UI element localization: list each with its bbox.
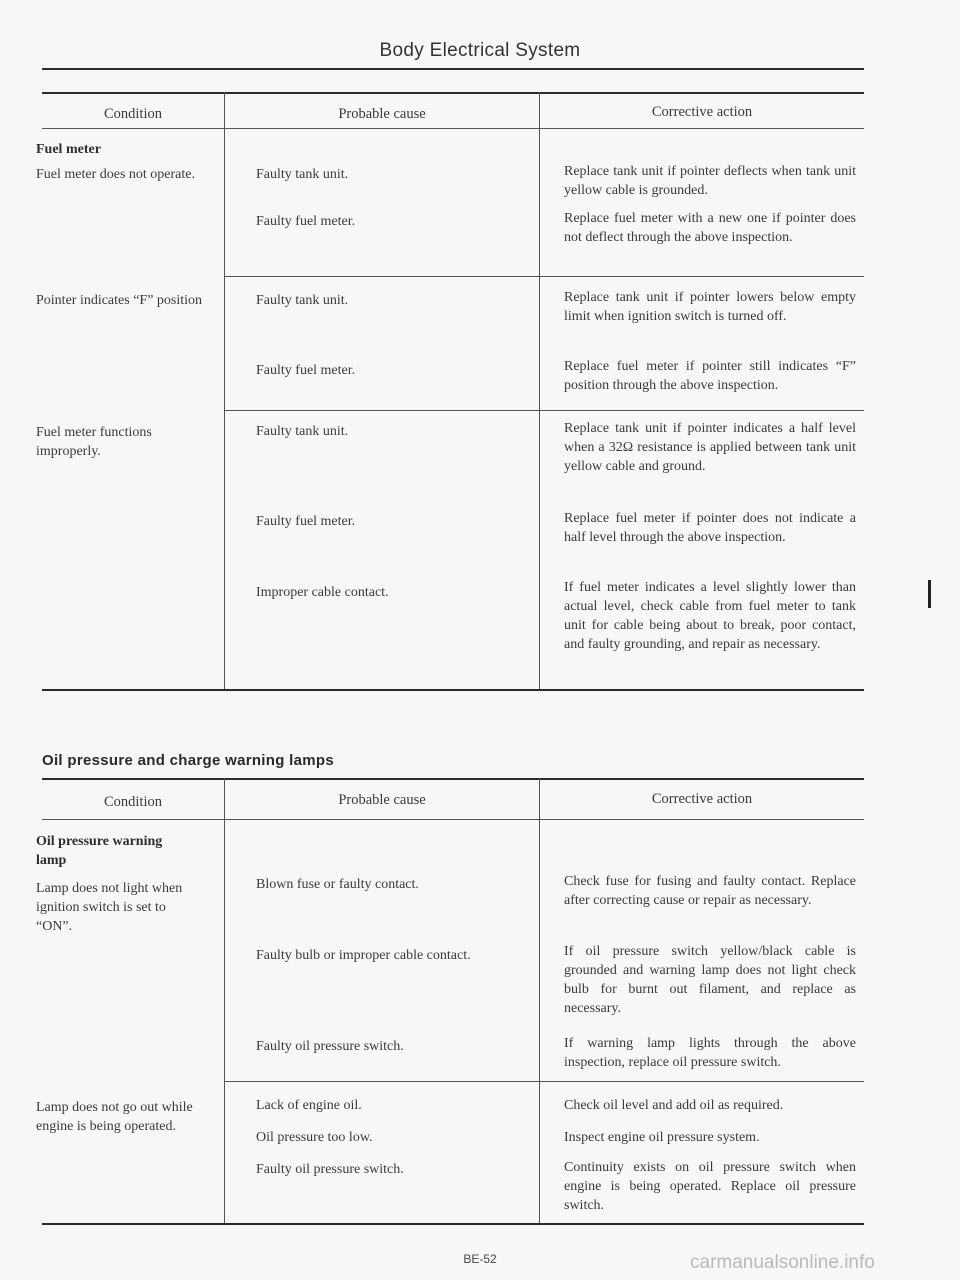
header-rule bbox=[42, 128, 864, 129]
row-separator bbox=[225, 410, 864, 411]
column-divider bbox=[224, 778, 225, 1225]
section-heading-oil-pressure: Oil pressure and charge warning lamps bbox=[42, 752, 335, 769]
row-separator bbox=[225, 276, 864, 277]
column-divider bbox=[539, 92, 540, 690]
cause-text: Faulty tank unit. bbox=[256, 167, 349, 182]
action-text: Replace tank unit if pointer deflects when tank unit yellow cable is grounded. bbox=[564, 164, 856, 198]
cause-text: Faulty bulb or improper cable contact. bbox=[256, 948, 471, 963]
action-text: Replace tank unit if pointer indicates a half level when a 32Ω resistance is applied between tank unit yellow cable and ground. bbox=[564, 421, 856, 474]
header-rule bbox=[42, 68, 864, 70]
table-top-rule bbox=[42, 778, 864, 780]
condition-text: Pointer indicates “F” position bbox=[36, 293, 203, 308]
cause-text: Faulty tank unit. bbox=[256, 293, 349, 308]
oil-pressure-table bbox=[36, 778, 864, 1228]
cause-text: Faulty tank unit. bbox=[256, 424, 349, 439]
action-text: Replace fuel meter if pointer does not indicate a half level through the above inspection. bbox=[564, 511, 856, 545]
column-header-condition: Condition bbox=[103, 794, 162, 810]
table-bottom-rule bbox=[42, 1223, 864, 1225]
action-text: Replace fuel meter if pointer still indicates “F” position through the above inspection. bbox=[564, 359, 856, 393]
cause-text: Faulty fuel meter. bbox=[256, 214, 356, 229]
cause-text: Lack of engine oil. bbox=[256, 1098, 362, 1113]
page-edge-mark bbox=[928, 580, 931, 608]
cause-text: Faulty oil pressure switch. bbox=[256, 1039, 404, 1054]
condition-text: Lamp does not light when ignition switch is set to “ON”. bbox=[36, 881, 183, 934]
group-title-oil-pressure-lamp: Oil pressure warning lamp bbox=[36, 834, 163, 868]
action-text: If oil pressure switch yellow/black cable is grounded and warning lamp does not light check bulb for burnt out filament, and replace as necessary. bbox=[564, 944, 856, 1016]
fuel-meter-table bbox=[36, 92, 864, 692]
action-text: Check fuse for fusing and faulty contact. Replace after correcting cause or repair as necessary. bbox=[564, 874, 856, 908]
table-top-rule bbox=[42, 92, 864, 94]
table-bottom-rule bbox=[42, 689, 864, 691]
cause-text: Faulty fuel meter. bbox=[256, 514, 356, 529]
action-text: Replace fuel meter with a new one if pointer does not deflect through the above inspection. bbox=[564, 211, 856, 245]
action-text: Check oil level and add oil as required. bbox=[564, 1098, 784, 1113]
page-header-title: Body Electrical System bbox=[379, 40, 581, 61]
header-rule bbox=[42, 819, 864, 820]
condition-text: Fuel meter does not operate. bbox=[36, 167, 196, 182]
row-separator bbox=[225, 1081, 864, 1082]
action-text: If fuel meter indicates a level slightly lower than actual level, check cable from fuel meter to tank unit for cable being about to break, poor contact, and faulty grounding, and repair as necessary. bbox=[564, 580, 856, 652]
column-divider bbox=[224, 92, 225, 690]
column-header-cause: Probable cause bbox=[338, 106, 426, 122]
cause-text: Oil pressure too low. bbox=[256, 1130, 373, 1145]
column-header-action: Corrective action bbox=[651, 104, 753, 120]
column-divider bbox=[539, 778, 540, 1225]
cause-text: Blown fuse or faulty contact. bbox=[256, 877, 419, 892]
action-text: If warning lamp lights through the above inspection, replace oil pressure switch. bbox=[564, 1036, 856, 1070]
condition-text: Fuel meter functions improperly. bbox=[36, 425, 152, 459]
column-header-cause: Probable cause bbox=[338, 792, 426, 808]
action-text: Inspect engine oil pressure system. bbox=[564, 1130, 760, 1145]
cause-text: Improper cable contact. bbox=[256, 585, 389, 600]
cause-text: Faulty oil pressure switch. bbox=[256, 1162, 404, 1177]
action-text: Replace tank unit if pointer lowers below empty limit when ignition switch is turned off. bbox=[564, 290, 856, 324]
watermark-text: carmanualsonline.info bbox=[690, 1252, 875, 1273]
condition-text: Lamp does not go out while engine is being operated. bbox=[36, 1100, 193, 1134]
column-header-action: Corrective action bbox=[651, 791, 753, 807]
cause-text: Faulty fuel meter. bbox=[256, 363, 356, 378]
action-text: Continuity exists on oil pressure switch when engine is being operated. Replace oil pressure switch. bbox=[564, 1160, 856, 1213]
column-header-condition: Condition bbox=[103, 106, 162, 122]
page-number: BE-52 bbox=[463, 1252, 497, 1266]
group-title-fuel-meter: Fuel meter bbox=[36, 142, 101, 157]
